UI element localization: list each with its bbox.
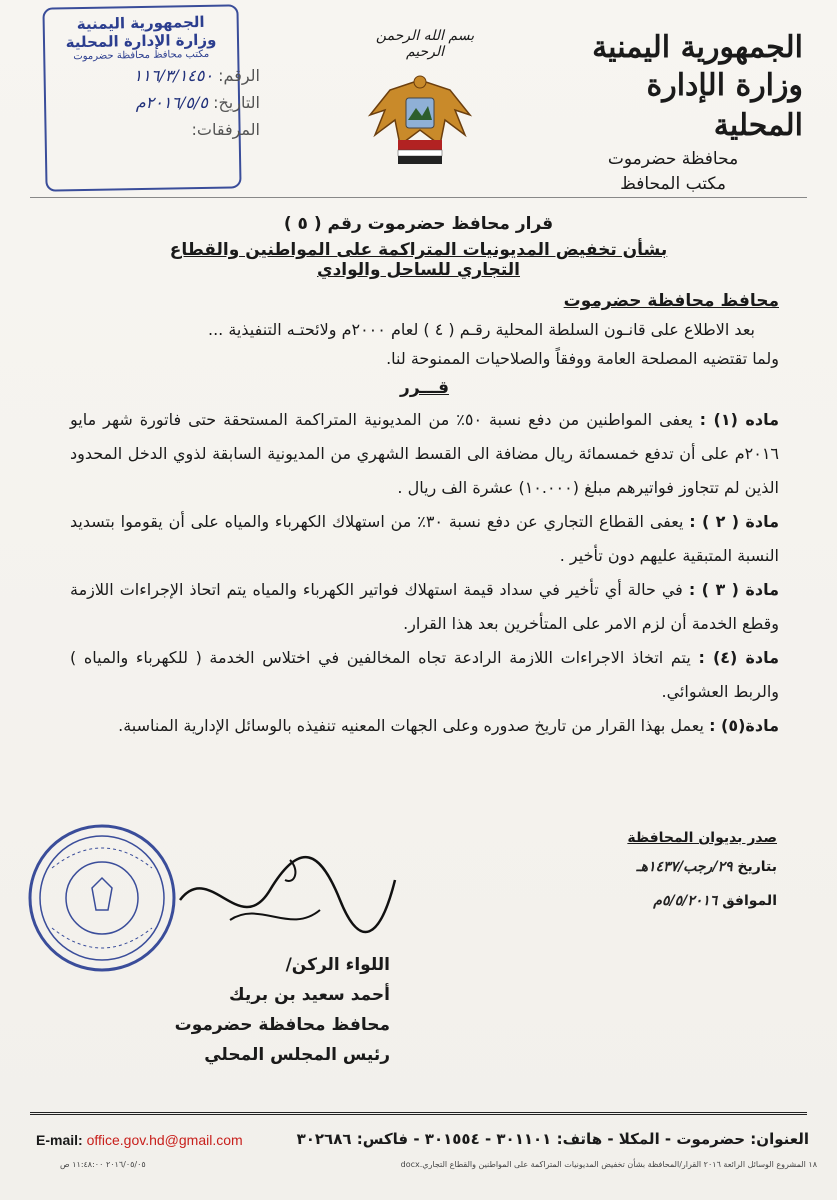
email-link[interactable]: office.gov.hd@gmail.com [86,1132,243,1148]
email-label: E-mail: [36,1132,83,1148]
signatory-role-1: محافظ محافظة حضرموت [174,1015,390,1035]
article-3: مادة ( ٣ ) : في حالة أي تأخير في سداد قيمة استهلاك فواتير الكهرباء والمياه يتم اتحاذ الإجراءات اللازمة وقطع الخدمة أن لزم الامر على المتأخرين بعد هذا القرار. [70,580,779,633]
decision-subject: بشأن تخفيض المديونيات المتراكمة على المواطنين والقطاع التجاري للساحل والوادي [169,240,668,280]
decision-body [70,287,779,743]
hijri-date-label: بتاريخ [737,859,777,875]
office-name: مكتب المحافظ [620,174,726,194]
signatory-name: أحمد سعيد بن بريك [229,985,390,1005]
footer-email [36,1132,243,1148]
ref-number-value: ١١٦/٣/١٤٥٠ [133,66,214,85]
issued-title: صدر بديوان المحافظة [627,830,777,846]
greg-date-label: الموافق [722,893,777,909]
ministry-name: وزارة الإدارة المحلية [646,68,803,143]
preamble-2: ولما تقتضيه المصلحة العامة ووفقاً والصلاحيات الممنوحة لنا. [386,349,779,368]
decided-heading: قـــرر [400,378,449,398]
article-1: ماده (١) : يعفى المواطنين من دفع نسبة ٥٠٪ من المديونية المتراكمة المستحقة حتى فاتورة شهر مايو ٢٠١٦م على أن تدفع خمسمائة ريال مضافة الى القسط الشهري من المديونية السابقة لذوي الدخل المحدود الذين لم تتجاوز فواتيرهم مبلغ (١٠.٠٠٠) عشرة الف ريال . [70,410,780,497]
issued-block [557,826,777,918]
reference-block [60,62,260,143]
signatory-rank: اللواء الركن/ [285,955,390,975]
hijri-date-value: ٢٩/رجب/١٤٣٧هـ [636,859,733,875]
stamp-line-3: مكتب محافظ محافظة حضرموت [73,48,210,63]
signature-scrawl-icon [170,840,400,960]
article-5: مادة(٥) : يعمل بهذا القرار من تاريخ صدوره وعلى الجهات المعنيه تنفيذه بالوسائل الإدارية المناسبة. [118,716,779,735]
footer-timestamp: ٢٠١٦/٠٥/٠٥ ١١:٤٨:٠٠ ص [60,1160,146,1169]
governorate-name: محافظة حضرموت [607,149,739,169]
stamp-line-2: وزارة الإدارة المحلية [65,30,217,52]
greg-date-value: ٥/٥/٢٠١٦م [653,893,718,909]
eagle-emblem-icon [360,60,480,170]
basmala: بسم الله الرحمن الرحيم [375,28,475,60]
decision-title: قرار محافظ حضرموت رقم ( ٥ ) [283,214,554,234]
footer-address: العنوان: حضرموت - المكلا - هاتف: ٣٠١١٠١ - ٣٠١٥٥٤ - فاكس: ٣٠٢٦٨٦ [296,1130,809,1148]
signatory-role-2: رئيس المجلس المحلي [204,1045,390,1065]
header-divider [30,197,807,198]
footer-divider [30,1112,807,1115]
ref-attachments-label: المرفقات: [191,120,260,139]
letterhead [553,30,803,196]
ref-date-label: التاريخ: [213,93,260,112]
ref-number-label: الرقم: [218,66,260,85]
ref-date-value: ٢٠١٦/٥/٥م [135,93,208,112]
article-4: مادة (٤) : يتم اتخاذ الاجراءات اللازمة الرادعة تجاه المخالفين في اختلاس الخدمة ( للكهرباء والمياه ) والربط العشوائي. [70,648,780,701]
preamble-1: بعد الاطلاع على قانـون السلطة المحلية رقـم ( ٤ ) لعام ٢٠٠٠م ولائحتـه التنفيذية ... [208,320,755,339]
issuer-heading: محافظ محافظة حضرموت [563,291,779,311]
article-2: مادة ( ٢ ) : يعفى القطاع التجاري عن دفع نسبة ٣٠٪ من استهلاك الكهرباء والمياه على أن يقوموا بتسديد النسبة المتبقية عليهم دون تأخير . [70,512,779,565]
signature-block [90,950,390,1070]
country-name: الجمهورية اليمنية [592,30,803,65]
footer-file-path: ١٨ المشروع الوسائل الرائعة ٢٠١٦ القرار/المحافظة بشأن تخفيض المديونيات المتراكمة على المواطنين والقطاع التجاري.docx [400,1160,817,1169]
stamp-line-1: الجمهورية اليمنية [76,12,205,34]
